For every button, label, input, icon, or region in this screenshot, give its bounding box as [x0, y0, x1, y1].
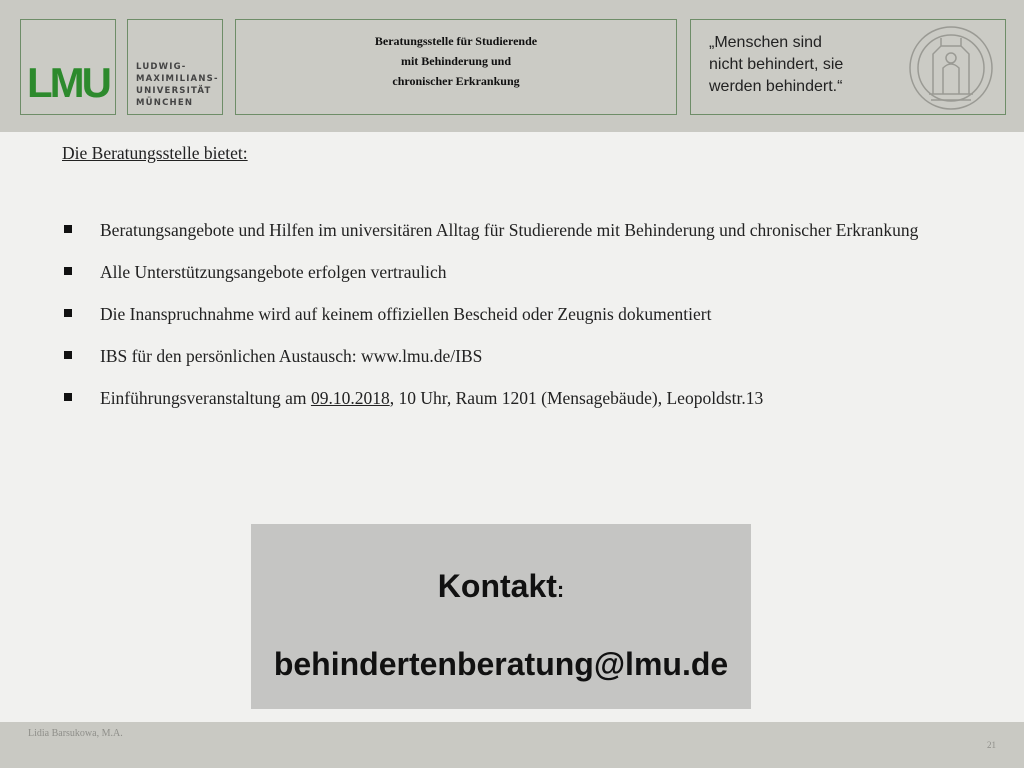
- event-date: 09.10.2018: [310, 388, 390, 408]
- university-seal-icon: [903, 24, 999, 112]
- university-line: LUDWIG-: [136, 62, 187, 72]
- footer-bar: [0, 722, 1024, 768]
- contact-heading-text: Kontakt: [437, 568, 557, 604]
- lmu-logo: LMU: [27, 59, 109, 106]
- contact-heading: [251, 564, 751, 612]
- footer-author: Lidia Barsukowa, M.A.: [28, 728, 123, 739]
- slide-title-box: [235, 19, 677, 115]
- list-item-text: IBS für den persönlichen Austausch: www.lmu.de/IBS: [100, 346, 483, 366]
- slide-title-line: mit Behinderung und: [400, 54, 512, 68]
- list-item: [62, 256, 972, 289]
- university-line: MÜNCHEN: [136, 98, 194, 108]
- list-item: [62, 382, 972, 415]
- university-line: UNIVERSITÄT: [136, 86, 212, 96]
- offer-list: [62, 214, 972, 424]
- page-number: 21: [987, 740, 996, 750]
- contact-email: behindertenberatung@lmu.de: [273, 646, 729, 682]
- university-name-box: [127, 19, 223, 115]
- main-content: [62, 141, 972, 408]
- event-prefix: Einführungsveranstaltung am: [100, 388, 311, 408]
- bullet-icon: [64, 351, 72, 359]
- contact-box: [251, 524, 751, 709]
- quote-box: [690, 19, 1006, 115]
- list-item: [62, 214, 972, 247]
- university-name: [136, 61, 219, 109]
- bullet-icon: [64, 309, 72, 317]
- contact-heading-colon: :: [556, 577, 565, 602]
- list-item-text: Alle Unterstützungsangebote erfolgen vertraulich: [100, 262, 447, 282]
- bullet-icon: [64, 393, 72, 401]
- list-item: [62, 298, 972, 331]
- intro-heading: Die Beratungsstelle bietet:: [62, 143, 248, 163]
- list-item-text: Beratungsangebote und Hilfen im universitären Alltag für Studierende mit Behinderung und chronischer Erkrankung: [100, 220, 919, 240]
- lmu-logo-box: [20, 19, 116, 115]
- university-line: MAXIMILIANS-: [136, 74, 219, 84]
- list-item: [62, 340, 972, 373]
- bullet-icon: [64, 225, 72, 233]
- event-suffix: , 10 Uhr, Raum 1201 (Mensagebäude), Leopoldstr.13: [389, 388, 764, 408]
- slide-title-line: chronischer Erkrankung: [392, 74, 520, 88]
- header-bar: [0, 0, 1024, 132]
- list-item-text: Die Inanspruchnahme wird auf keinem offiziellen Bescheid oder Zeugnis dokumentiert: [100, 304, 712, 324]
- slide-title-line: Beratungsstelle für Studierende: [374, 34, 538, 48]
- bullet-icon: [64, 267, 72, 275]
- quote-text: „Menschen sind nicht behindert, sie werden behindert.“: [709, 34, 844, 95]
